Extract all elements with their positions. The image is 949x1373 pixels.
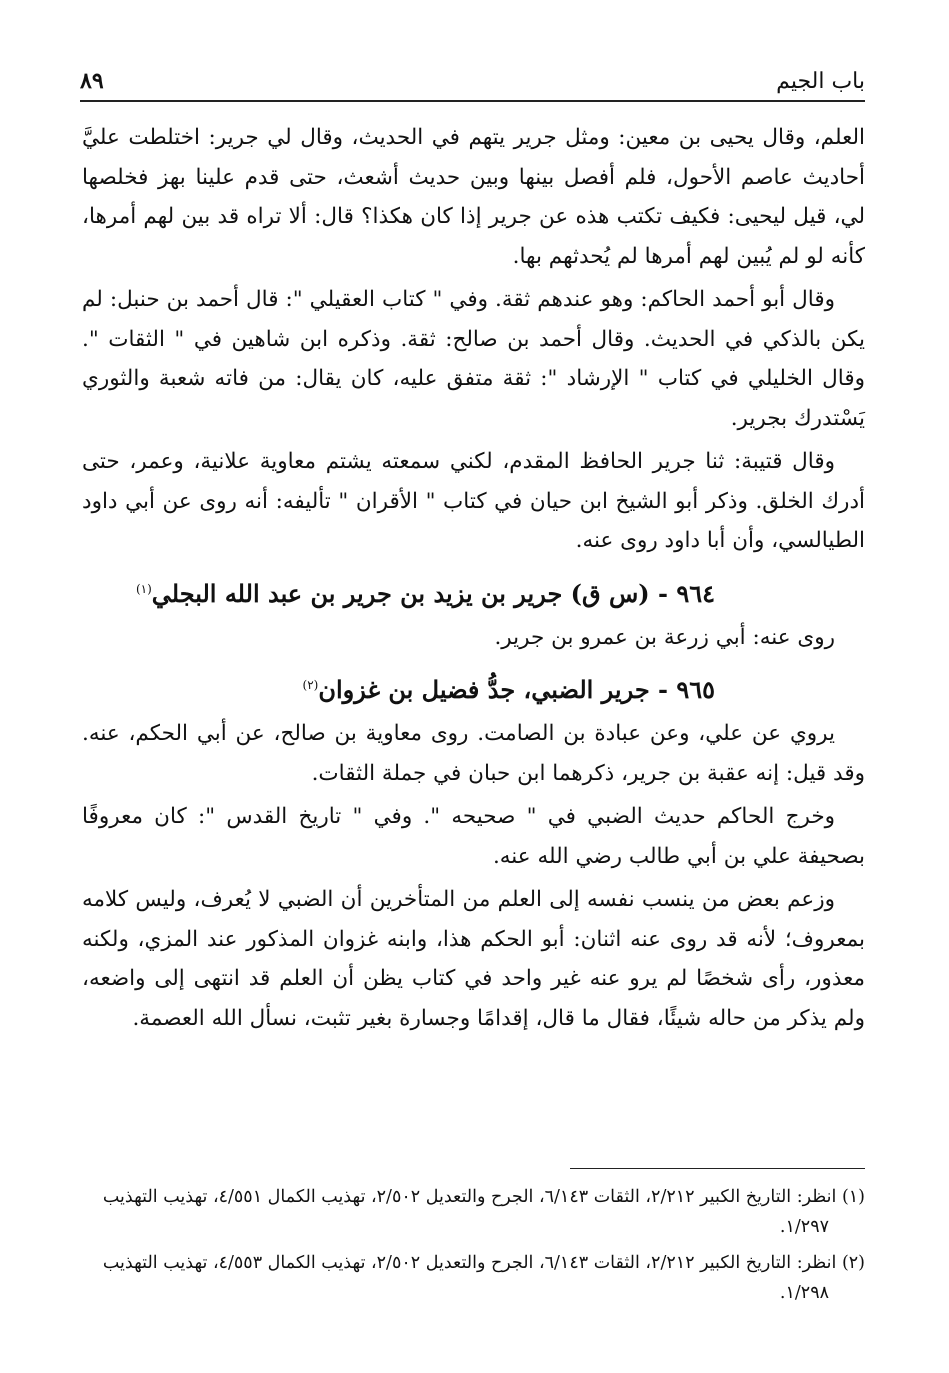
paragraph: وقال قتيبة: ثنا جرير الحافظ المقدم، لكني سمعته يشتم معاوية علانية، وعمر، حتى أدرك الخلق. وذكر أبو الشيخ ابن حيان في كتاب " الأقران " تأليفه: أنه روى عن أبي داود الطيالسي، وأن أبا داود روى عنه. [82, 449, 865, 553]
footnote-separator [570, 1168, 865, 1169]
main-text [82, 118, 865, 1042]
footnote-ref: (٢) [302, 678, 319, 692]
entry-heading-964 [82, 567, 865, 616]
paragraph: وقال أبو أحمد الحاكم: وهو عندهم ثقة. وفي " كتاب العقيلي ": قال أحمد بن حنبل: لم يكن بالذكي في الحديث. وقال أحمد بن صالح: ثقة. وذكره ابن شاهين في " الثقات ". وقال الخليلي في كتاب " الإرشاد ": ثقة متفق عليه، كان يقال: من فاته شعبة والثوري يَسْتدرك بجرير. [82, 287, 865, 431]
entry-heading-965 [82, 663, 865, 712]
page-number: ٨٩ [80, 68, 104, 94]
paragraph: يروي عن علي، وعن عبادة بن الصامت. روى معاوية بن صالح، عن أبي الحكم، عنه. وقد قيل: إنه عقبة بن جرير، ذكرهما ابن حبان في جملة الثقات. [82, 721, 865, 786]
entry-title: ٩٦٥ - جرير الضبي، جدُّ فضيل بن غزوان [318, 675, 715, 704]
chapter-title: باب الجيم [776, 69, 865, 94]
footnote: (١) انظر: التاريخ الكبير ٢/٢١٢، الثقات ٦/١٤٣، الجرح والتعديل ٢/٥٠٢، تهذيب الكمال ٤/٥٥١، تهذيب التهذيب ١/٢٩٧. [102, 1187, 865, 1237]
paragraph: وخرج الحاكم حديث الضبي في " صحيحه ". وفي " تاريخ القدس ": كان معروفًا بصحيفة علي بن أبي طالب رضي الله عنه. [82, 804, 865, 869]
footnotes [82, 1182, 865, 1314]
footnote: (٢) انظر: التاريخ الكبير ٢/٢١٢، الثقات ٦/١٤٣، الجرح والتعديل ٢/٥٠٢، تهذيب الكمال ٤/٥٥٣، تهذيب التهذيب ١/٢٩٨. [102, 1253, 865, 1303]
footnote-ref: (١) [135, 581, 152, 596]
paragraph: روى عنه: أبي زرعة بن عمرو بن جرير. [494, 624, 835, 650]
entry-title: ٩٦٤ - (س ق) جرير بن يزيد بن جرير بن عبد الله البجلي [151, 578, 715, 608]
paragraph: العلم، وقال يحيى بن معين: ومثل جرير يتهم في الحديث، وقال لي جرير: اختلطت عليَّ أحاديث عاصم الأحول، فلم أفصل بينها وبين حديث أشعث، حتى قدم علينا بهز فخلصها لي، قيل ليحيى: فكيف تكتب هذه عن جرير إذا كان هكذا؟ قال: ألا تراه قد بين لهم أمرها، كأنه لو لم يُبين لهم أمرها لم يُحدثهم بها. [82, 125, 865, 269]
paragraph: وزعم بعض من ينسب نفسه إلى العلم من المتأخرين أن الضبي لا يُعرف، وليس كلامه بمعروف؛ لأنه قد روى عنه اثنان: أبو الحكم هذا، وابنه غزوان المذكور عند المزي، ولكنه معذور، رأى شخصًا لم يرو عنه غير واحد في كتاب يظن أن العلم قد انتهى إلى واضعه، ولم يذكر من حاله شيئًا، فقال ما قال، إقدامًا وجسارة بغير تثبت، نسأل الله العصمة. [82, 887, 865, 1031]
page-header [80, 62, 865, 102]
